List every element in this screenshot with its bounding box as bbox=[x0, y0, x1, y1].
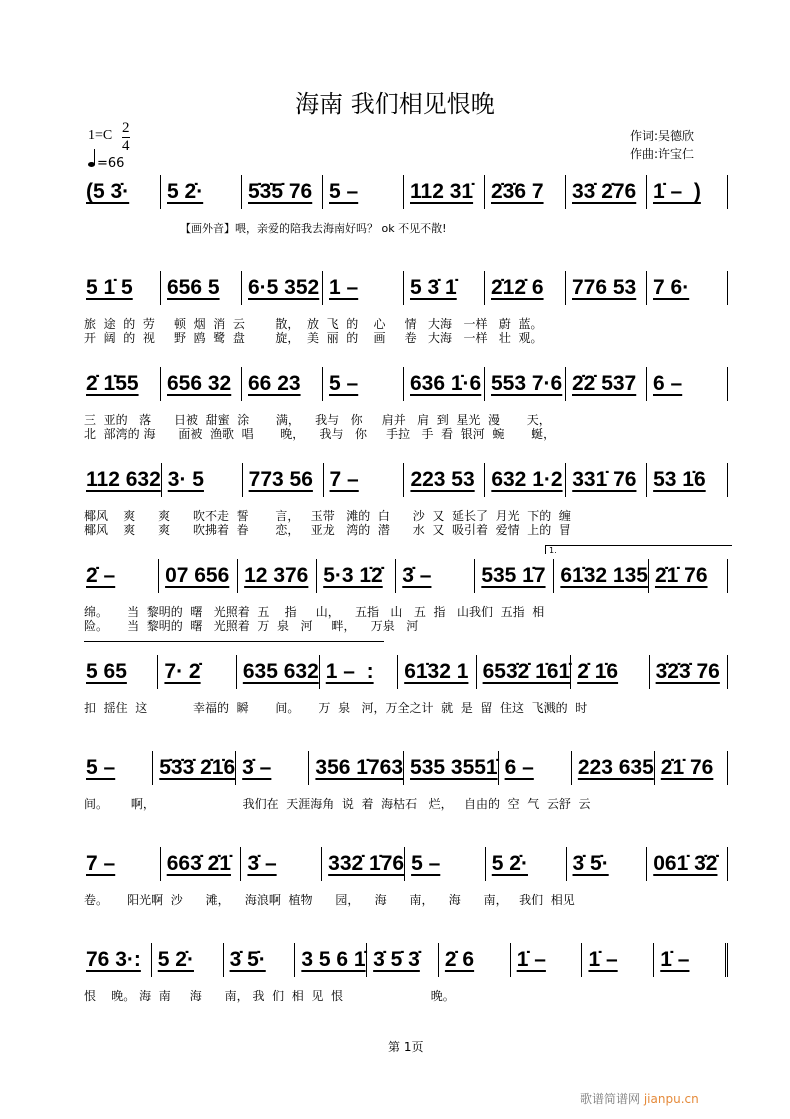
composer: 作曲:许宝仁 bbox=[630, 147, 695, 161]
measure: 3̇ 5̇· bbox=[567, 847, 648, 881]
measure: 5 2̇· bbox=[486, 847, 567, 881]
measure: 5 2̇· bbox=[152, 943, 224, 977]
measure: 635 632 bbox=[237, 655, 320, 689]
lyricist: 作词:吴德欣 bbox=[630, 129, 695, 143]
measure: 5̇3̇5̇ 76 bbox=[242, 175, 323, 209]
spoken-aside: 【画外音】喂，亲爱的陪我去海南好吗？ ok 不见不散! bbox=[180, 222, 447, 235]
measure: 5 1̇ 5 bbox=[80, 271, 161, 305]
measure: 2̇12̇ 6 bbox=[485, 271, 566, 305]
score-system bbox=[80, 748, 728, 788]
time-signature-bottom: 4 bbox=[122, 138, 130, 154]
measure: 7 6· bbox=[647, 271, 728, 305]
lyric-line: 开 阔 的 视 野 鸥 鹭 盘 旋， 美 丽 的 画 卷 大海 一样 壮 观。 bbox=[84, 331, 543, 345]
measure: 2̇2̇ 537 bbox=[566, 367, 647, 401]
measure: 2̇1̇ 76 bbox=[655, 751, 728, 785]
score-system bbox=[80, 844, 728, 884]
measure: 3̇ – bbox=[241, 847, 322, 881]
measure: 331̇ 76 bbox=[566, 463, 647, 497]
watermark bbox=[580, 1090, 699, 1107]
measure: 223 635 bbox=[572, 751, 655, 785]
measure: 112 31̇ bbox=[404, 175, 485, 209]
lyric-line: 险。 当 黎明的 曙 光照着 万 泉 河 畔， 万泉 河 bbox=[84, 619, 419, 633]
time-signature-top: 2 bbox=[122, 120, 130, 136]
measure: 76 3·: bbox=[80, 943, 152, 977]
measure: 223 53 bbox=[404, 463, 485, 497]
measure: 7 – bbox=[80, 847, 161, 881]
measure: 1̇ – ) bbox=[647, 175, 728, 209]
quarter-note-icon bbox=[88, 162, 95, 167]
measure: 61̇32 135 bbox=[554, 559, 649, 593]
measure: 1̇ – bbox=[582, 943, 654, 977]
measure: 356 1̇763 bbox=[309, 751, 404, 785]
measure: 5̇3̇3̇ 2̇1̇6 bbox=[153, 751, 236, 785]
volta-bracket: 1. bbox=[545, 545, 732, 554]
measure: 7 – bbox=[324, 463, 405, 497]
measure: 1 – : bbox=[320, 655, 398, 689]
measure: 5 – bbox=[323, 175, 404, 209]
measure: 3̇ – bbox=[236, 751, 309, 785]
score-system bbox=[80, 172, 728, 212]
credits bbox=[630, 127, 694, 163]
measure: 653̇2̇ 1̇61̇ bbox=[477, 655, 572, 689]
lyric-line: 旅 途 的 劳 顿 烟 消 云 散， 放 飞 的 心 情 大海 一样 蔚 蓝。 bbox=[84, 317, 543, 331]
measure: 6 – bbox=[647, 367, 728, 401]
tempo-value: =66 bbox=[97, 156, 125, 171]
measure: 7· 2̇ bbox=[158, 655, 236, 689]
measure: 2̇1̇ 76 bbox=[649, 559, 728, 593]
measure: 6 – bbox=[499, 751, 572, 785]
score-system bbox=[80, 268, 728, 308]
lyric-line: 三 亚的 落 日被 甜蜜 涂 满， 我与 你 肩并 肩 到 星光 漫 天， bbox=[84, 413, 551, 427]
measure: 2̇ 1̇55 bbox=[80, 367, 161, 401]
lyric-line: 椰风 爽 爽 吹不走 誓 言， 玉带 滩的 白 沙 又 延长了 月光 下的 缠 bbox=[84, 509, 571, 523]
measure: 656 5 bbox=[161, 271, 242, 305]
measure: 656 32 bbox=[161, 367, 242, 401]
lyric-line: 恨 晚。 海 南 海 南， 我 们 相 见 恨 晚。 bbox=[84, 989, 455, 1003]
score-system bbox=[80, 460, 728, 500]
lyric-line: 间。 啊， 我们在 天涯海角 说 着 海枯石 烂， 自由的 空 气 云舒 云 bbox=[84, 797, 591, 811]
tempo bbox=[88, 156, 124, 171]
measure: 535 1̇7 bbox=[475, 559, 554, 593]
measure: 12 376 bbox=[238, 559, 317, 593]
measure: 6·5 352 bbox=[242, 271, 323, 305]
measure: 66 23 bbox=[242, 367, 323, 401]
measure: 5 65 bbox=[80, 655, 158, 689]
measure: 1̇ – bbox=[654, 943, 728, 977]
measure: 1 – bbox=[323, 271, 404, 305]
measure: (5 3̇· bbox=[80, 175, 161, 209]
measure: 776 53 bbox=[566, 271, 647, 305]
measure: 663̇ 2̇1̇ bbox=[161, 847, 242, 881]
measure: 773 56 bbox=[243, 463, 324, 497]
measure: 5 – bbox=[323, 367, 404, 401]
measure: 553 7·6 bbox=[485, 367, 566, 401]
key-signature: 1=C bbox=[88, 128, 113, 143]
lyric-line: 绵。 当 黎明的 曙 光照着 五 指 山， 五指 山 五 指 山我们 五指 相 bbox=[84, 605, 545, 619]
measure: 3̇ 5̇ 3̇ bbox=[367, 943, 439, 977]
measure: 2̇ 1̇6 bbox=[571, 655, 649, 689]
measure: 3 5 6 1̇ bbox=[295, 943, 367, 977]
score-system bbox=[80, 652, 728, 692]
measure: 2̇ 6 bbox=[439, 943, 511, 977]
lyric-line: 卷。 阳光啊 沙 滩， 海浪啊 植物 园， 海 南， 海 南， 我们 相见 bbox=[84, 893, 575, 907]
time-signature bbox=[122, 120, 130, 155]
watermark-en: jianpu.cn bbox=[643, 1092, 699, 1106]
measure: 2̇3̇6 7 bbox=[485, 175, 566, 209]
page-number: 第 1页 bbox=[388, 1040, 424, 1054]
measure: 5 2̇· bbox=[161, 175, 242, 209]
lyric-line: 扣 揺住 这 幸福的 瞬 间。 万 泉 河，万全之计 就 是 留 住这 飞溅的 时 bbox=[84, 701, 588, 715]
measure: 2̇ – bbox=[80, 559, 159, 593]
measure: 3· 5 bbox=[162, 463, 243, 497]
score-system bbox=[80, 364, 728, 404]
measure: 33̇ 2̇76 bbox=[566, 175, 647, 209]
measure: 5·3 1̇2̇ bbox=[317, 559, 396, 593]
measure: 5 – bbox=[80, 751, 153, 785]
measure: 3̇2̇3̇ 76 bbox=[650, 655, 728, 689]
volta-bracket-line bbox=[84, 641, 384, 642]
measure: 632 1·2 bbox=[485, 463, 566, 497]
measure: 53 1̇6 bbox=[647, 463, 728, 497]
measure: 5 3̇ 1̇ bbox=[404, 271, 485, 305]
lyric-line: 椰风 爽 爽 吹拂着 眷 恋， 亚龙 湾的 潜 水 又 吸引着 爱情 上的 冒 bbox=[84, 523, 571, 537]
measure: 3̇ 5̇· bbox=[224, 943, 296, 977]
measure: 5 – bbox=[405, 847, 486, 881]
measure: 332̇ 1̇76 bbox=[322, 847, 405, 881]
measure: 535 3551̇ bbox=[404, 751, 499, 785]
score-system bbox=[80, 940, 728, 980]
score-system bbox=[80, 556, 728, 596]
measure: 3̇ – bbox=[396, 559, 475, 593]
measure: 61̇32 1 bbox=[398, 655, 476, 689]
measure: 061̇ 3̇2̇ bbox=[647, 847, 728, 881]
measure: 07 656 bbox=[159, 559, 238, 593]
lyric-line: 北 部湾的 海 面被 渔歌 唱 晚， 我与 你 手拉 手 看 银河 蜿 蜒， bbox=[84, 427, 556, 441]
watermark-cn: 歌谱简谱网 bbox=[580, 1092, 641, 1106]
song-title: 海南 我们相见恨晚 bbox=[295, 90, 495, 118]
measure: 1̇ – bbox=[511, 943, 583, 977]
measure: 636 1̇·6 bbox=[404, 367, 485, 401]
measure: 112 632 bbox=[80, 463, 162, 497]
